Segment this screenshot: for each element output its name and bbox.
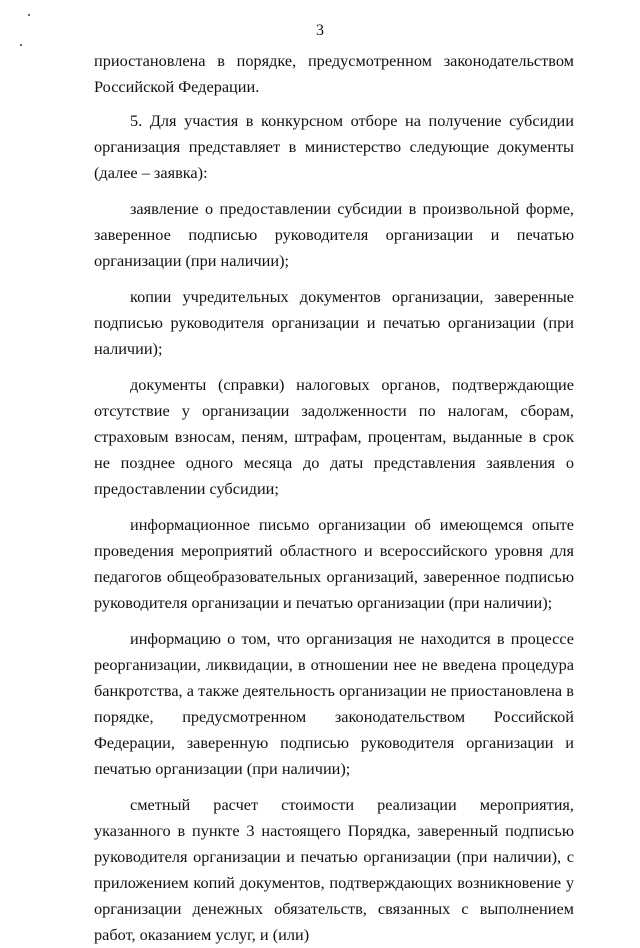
paragraph-status-info: информацию о том, что организация не находится в процессе реорганизации, ликвидации, в отношении нее не введена процедура банкротства, а также деятельность организации не приостановлена в порядке, предусмотренном законодательством Российской Федерации, заверенную подписью руководителя организации и печатью организации (при наличии); <box>94 629 574 778</box>
paragraph-application: заявление о предоставлении субсидии в произвольной форме, заверенное подписью руководителя организации и печатью организации (при наличии); <box>94 199 574 270</box>
paragraph-continuation: приостановлена в порядке, предусмотренном законодательством Российской Федерации. <box>94 51 574 96</box>
paragraph-charter-copies: копии учредительных документов организации, заверенные подписью руководителя организации и печатью организации (при наличии); <box>94 287 574 358</box>
paragraph-tax-certificates: документы (справки) налоговых органов, подтверждающие отсутствие у организации задолженности по налогам, сборам, страховым взносам, пеням, штрафам, процентам, выданные в срок не позднее одного месяца до даты представления заявления о предоставлении субсидии; <box>94 375 574 498</box>
paragraph-item-5: 5. Для участия в конкурсном отборе на получение субсидии организация представляет в министерство следующие документы (далее – заявка): <box>94 111 574 182</box>
paragraph-cost-estimate: сметный расчет стоимости реализации мероприятия, указанного в пункте 3 настоящего Порядка, заверенный подписью руководителя организации и печатью организации (при наличии), с приложением копий документов, подтверждающих возникновение у организации денежных обязательств, связанных с выполнением работ, оказанием услуг, и (или) <box>94 795 574 944</box>
scan-speck <box>20 44 22 46</box>
page-number: 3 <box>316 22 324 39</box>
document-body <box>94 48 574 948</box>
paragraph-info-letter: информационное письмо организации об имеющемся опыте проведения мероприятий областного и всероссийского уровня для педагогов общеобразовательных организаций, заверенное подписью руководителя организации и печатью организации (при наличии); <box>94 515 574 612</box>
scan-speck <box>28 14 30 16</box>
